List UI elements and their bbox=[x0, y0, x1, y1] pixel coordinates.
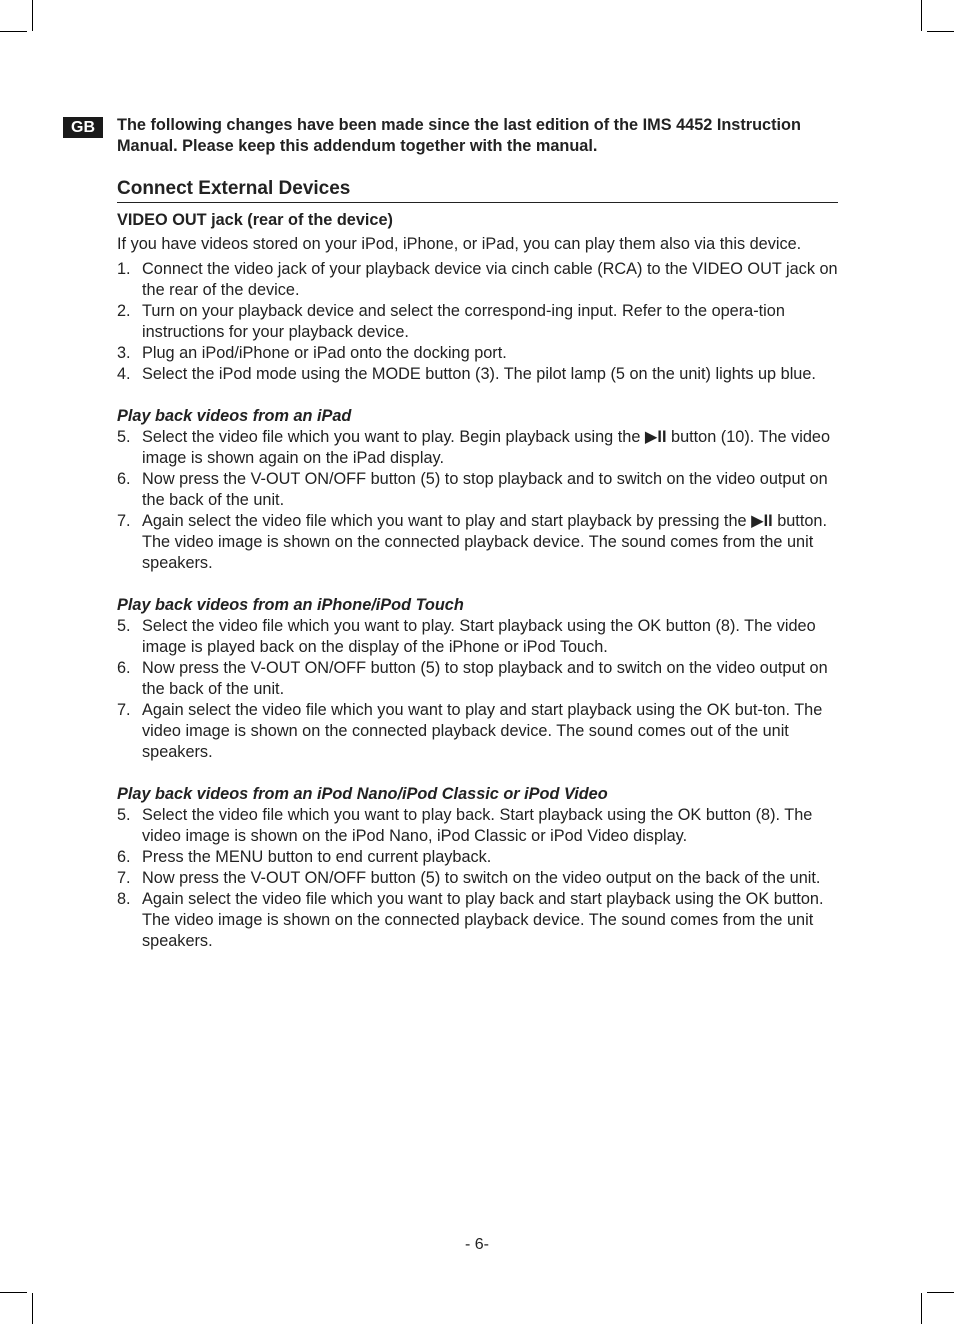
crop-mark-bottom-left-h bbox=[0, 1292, 27, 1293]
list-item: 2. Turn on your playback device and select the correspond-ing input. Refer to the opera-tion instructions for your playback device. bbox=[117, 302, 785, 341]
list-item: 7. Again select the video file which you want to play and start playback by pressing the ▶II button. The video image is shown on the connected playback device. The sound comes from the unit speakers. bbox=[117, 512, 827, 572]
iphone-steps bbox=[117, 616, 838, 763]
list-item: 8. Again select the video file which you want to play back and start playback using the OK button. The video image is shown on the connected playback device. The sound comes from the unit speakers. bbox=[117, 890, 824, 950]
video-out-intro: If you have videos stored on your iPod, iPhone, or iPad, you can play them also via this device. bbox=[117, 235, 802, 253]
page-content bbox=[117, 115, 838, 952]
section-title: Connect External Devices bbox=[117, 178, 838, 203]
list-item: 3. Plug an iPod/iPhone or iPad onto the docking port. bbox=[117, 344, 507, 362]
addendum-intro: The following changes have been made since the last edition of the IMS 4452 Instruction Manual. Please keep this addendum together with the manual. bbox=[117, 116, 801, 155]
crop-mark-top-left-v bbox=[32, 0, 33, 31]
nano-steps bbox=[117, 805, 838, 952]
list-item: 5. Select the video file which you want to play back. Start playback using the OK button (8). The video image is shown on the iPod Nano, iPod Classic or iPod Video display. bbox=[117, 806, 813, 845]
crop-mark-top-right-v bbox=[921, 0, 922, 31]
language-badge: GB bbox=[63, 117, 103, 138]
ipad-heading: Play back videos from an iPad bbox=[117, 407, 352, 425]
crop-mark-top-left-h bbox=[0, 31, 27, 32]
page-number: - 6- bbox=[465, 1236, 489, 1253]
nano-heading: Play back videos from an iPod Nano/iPod Classic or iPod Video bbox=[117, 785, 608, 803]
list-item: 7. Now press the V-OUT ON/OFF button (5) to switch on the video output on the back of the unit. bbox=[117, 869, 821, 887]
video-out-steps bbox=[117, 259, 838, 385]
crop-mark-bottom-right-v bbox=[921, 1293, 922, 1324]
play-pause-icon: ▶II bbox=[751, 512, 773, 530]
iphone-heading: Play back videos from an iPhone/iPod Touch bbox=[117, 596, 464, 614]
ipad-steps bbox=[117, 427, 838, 574]
play-pause-icon: ▶II bbox=[644, 428, 667, 446]
crop-mark-bottom-left-v bbox=[32, 1293, 33, 1324]
list-item: 5. Select the video file which you want to play. Start playback using the OK button (8). The video image is played back on the display of the iPhone or iPod Touch. bbox=[117, 617, 816, 656]
list-item: 6. Now press the V-OUT ON/OFF button (5) to stop playback and to switch on the video output on the back of the unit. bbox=[117, 659, 828, 698]
list-item: 5. Select the video file which you want to play. Begin playback using the ▶II button (10). The video image is shown again on the iPad display. bbox=[117, 428, 831, 467]
crop-mark-bottom-right-h bbox=[927, 1292, 954, 1293]
crop-mark-top-right-h bbox=[927, 31, 954, 32]
list-item: 6. Press the MENU button to end current playback. bbox=[117, 848, 492, 866]
list-item: 6. Now press the V-OUT ON/OFF button (5) to stop playback and to switch on the video output on the back of the unit. bbox=[117, 470, 828, 509]
list-item: 7. Again select the video file which you want to play and start playback using the OK but-ton. The video image is shown on the connected playback device. The sound comes out of the unit speakers. bbox=[117, 701, 823, 761]
list-item: 4. Select the iPod mode using the MODE button (3). The pilot lamp (5 on the unit) lights up blue. bbox=[117, 365, 816, 383]
list-item: 1. Connect the video jack of your playback device via cinch cable (RCA) to the VIDEO OUT jack on the rear of the device. bbox=[117, 260, 838, 299]
video-out-heading: VIDEO OUT jack (rear of the device) bbox=[117, 211, 393, 229]
